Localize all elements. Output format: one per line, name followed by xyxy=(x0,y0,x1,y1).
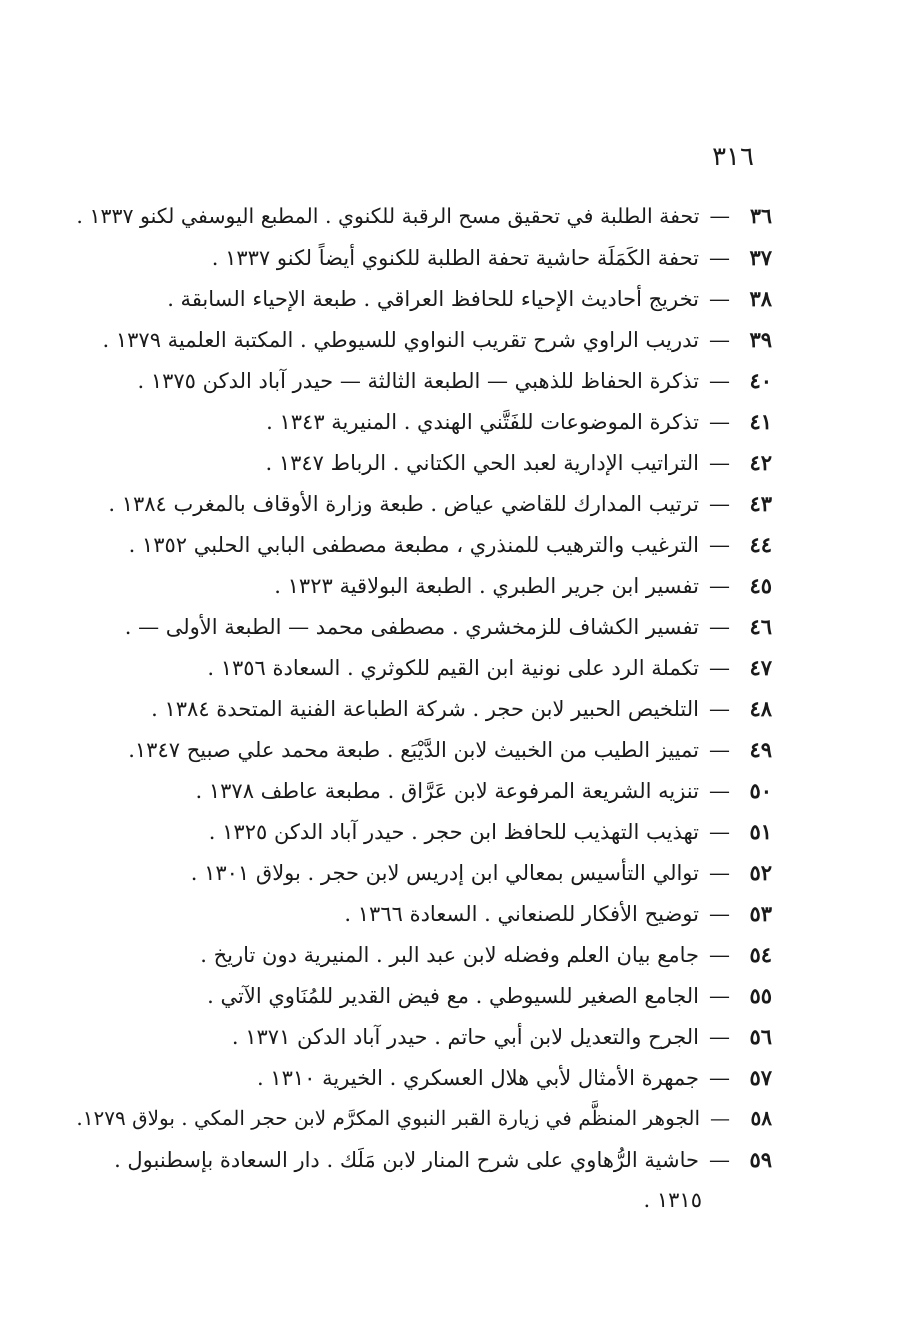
bibliography-entry xyxy=(72,483,772,524)
entry-dash: — xyxy=(709,204,730,228)
bibliography-entry xyxy=(72,1139,772,1180)
entry-number: ٣٩ xyxy=(749,327,772,352)
entry-number: ٤٤ xyxy=(749,532,772,557)
entry-dash: — xyxy=(710,1106,730,1130)
entry-dash: — xyxy=(709,656,730,680)
entry-number: ٥٤ xyxy=(749,942,772,967)
entry-text: الترغيب والترهيب للمنذري ، مطبعة مصطفى البابي الحلبي ١٣٥٢ . xyxy=(128,533,699,557)
entry-number: ٣٨ xyxy=(749,286,772,311)
entry-dash: — xyxy=(709,984,730,1008)
entry-dash: — xyxy=(709,779,730,803)
entry-number: ٤٧ xyxy=(749,655,772,680)
entry-text: تخريج أحاديث الإحياء للحافظ العراقي . طبعة الإحياء السابقة . xyxy=(167,287,699,311)
entry-number: ٣٧ xyxy=(749,245,772,270)
entry-text: جمهرة الأمثال لأبي هلال العسكري . الخيرية ١٣١٠ . xyxy=(256,1066,699,1090)
entry-dash: — xyxy=(709,697,730,721)
entry-number: ٥٨ xyxy=(750,1106,772,1130)
bibliography-entry xyxy=(72,934,772,975)
entry-number: ٥١ xyxy=(749,819,772,844)
entry-text: تذكرة الحفاظ للذهبي — الطبعة الثالثة — حيدر آباد الدكن ١٣٧٥ . xyxy=(137,369,699,393)
entry-number: ٣٦ xyxy=(749,204,772,228)
entry-text: ترتيب المدارك للقاضي عياض . طبعة وزارة الأوقاف بالمغرب ١٣٨٤ . xyxy=(108,492,699,516)
bibliography-entry xyxy=(72,770,772,811)
entry-number: ٤٠ xyxy=(749,368,772,393)
bibliography-entry xyxy=(72,196,772,237)
entry-dash: — xyxy=(709,410,730,434)
entry-text: الجوهر المنظَّم في زيارة القبر النبوي المكرَّم لابن حجر المكي . بولاق ١٢٧٩. xyxy=(76,1106,700,1130)
entry-text: تنزيه الشريعة المرفوعة لابن عَرَّاق . مطبعة عاطف ١٣٧٨ . xyxy=(195,779,699,803)
entry-text: تهذيب التهذيب للحافظ ابن حجر . حيدر آباد الدكن ١٣٢٥ . xyxy=(208,820,699,844)
entry-number: ٤٢ xyxy=(749,450,772,475)
page-number: ٣١٦ xyxy=(712,142,754,172)
entry-number: ٥٢ xyxy=(749,860,772,885)
entry-dash: — xyxy=(709,451,730,475)
entry-dash: — xyxy=(709,328,730,352)
bibliography-entry xyxy=(72,360,772,401)
entry-text: جامع بيان العلم وفضله لابن عبد البر . المنيرية دون تاريخ . xyxy=(200,943,699,967)
entry-dash: — xyxy=(709,943,730,967)
bibliography-entry xyxy=(72,1057,772,1098)
bibliography-entry xyxy=(72,1098,772,1139)
bibliography-entry xyxy=(72,893,772,934)
bibliography-entry xyxy=(72,401,772,442)
bibliography-entry xyxy=(72,647,772,688)
entry-text: التراتيب الإدارية لعبد الحي الكتاني . الرباط ١٣٤٧ . xyxy=(265,451,699,475)
entry-dash: — xyxy=(709,492,730,516)
entry-text: تكملة الرد على نونية ابن القيم للكوثري . السعادة ١٣٥٦ . xyxy=(207,656,699,680)
bibliography-entry xyxy=(72,319,772,360)
bibliography-entry xyxy=(72,606,772,647)
bibliography-entry xyxy=(72,565,772,606)
entry-text: الجامع الصغير للسيوطي . مع فيض القدير للمُنَاوي الآتي . xyxy=(207,984,699,1008)
entry-dash: — xyxy=(709,369,730,393)
entry-text: تدريب الراوي شرح تقريب النواوي للسيوطي . المكتبة العلمية ١٣٧٩ . xyxy=(102,328,699,352)
bibliography-entry xyxy=(72,524,772,565)
entry-number: ٤١ xyxy=(749,409,772,434)
entry-dash: — xyxy=(709,1025,730,1049)
entry-text: الجرح والتعديل لابن أبي حاتم . حيدر آباد الدكن ١٣٧١ . xyxy=(231,1025,699,1049)
entry-dash: — xyxy=(709,246,730,270)
entry-number: ٥٠ xyxy=(749,778,772,803)
bibliography-entry xyxy=(72,237,772,278)
entry-number: ٤٥ xyxy=(749,573,772,598)
entry-dash: — xyxy=(709,861,730,885)
entry-text: توضيح الأفكار للصنعاني . السعادة ١٣٦٦ . xyxy=(344,902,699,926)
entry-continuation: ١٣١٥ . xyxy=(643,1188,702,1212)
entry-text: تمييز الطيب من الخبيث لابن الدَّيْبَع . طبعة محمد علي صبيح ١٣٤٧. xyxy=(128,738,699,762)
entry-text: تحفة الطلبة في تحقيق مسح الرقبة للكنوي . المطبع اليوسفي لكنو ١٣٣٧ . xyxy=(76,204,700,228)
bibliography-list xyxy=(72,196,772,1221)
entry-text: حاشية الرُّهاوي على شرح المنار لابن مَلَك . دار السعادة بإسطنبول . xyxy=(114,1148,699,1172)
entry-dash: — xyxy=(709,738,730,762)
entry-dash: — xyxy=(709,533,730,557)
entry-number: ٥٣ xyxy=(749,901,772,926)
entry-number: ٥٩ xyxy=(749,1147,772,1172)
entry-text: تفسير ابن جرير الطبري . الطبعة البولاقية ١٣٢٣ . xyxy=(274,574,699,598)
entry-dash: — xyxy=(709,615,730,639)
bibliography-entry xyxy=(72,811,772,852)
bibliography-entry xyxy=(72,729,772,770)
bibliography-entry xyxy=(72,442,772,483)
entry-text: التلخيص الحبير لابن حجر . شركة الطباعة الفنية المتحدة ١٣٨٤ . xyxy=(151,697,699,721)
entry-dash: — xyxy=(709,287,730,311)
entry-number: ٤٨ xyxy=(749,696,772,721)
bibliography-entry xyxy=(72,688,772,729)
entry-number: ٤٣ xyxy=(749,491,772,516)
entry-number: ٥٦ xyxy=(749,1024,772,1049)
bibliography-entry xyxy=(72,1016,772,1057)
entry-text: توالي التأسيس بمعالي ابن إدريس لابن حجر . بولاق ١٣٠١ . xyxy=(190,861,699,885)
entry-dash: — xyxy=(709,902,730,926)
bibliography-entry xyxy=(72,278,772,319)
entry-number: ٤٩ xyxy=(749,737,772,762)
entry-text: تذكرة الموضوعات للفَتَّني الهندي . المنيرية ١٣٤٣ . xyxy=(266,410,699,434)
entry-text: تفسير الكشاف للزمخشري . مصطفى محمد — الطبعة الأولى — . xyxy=(124,615,699,639)
entry-dash: — xyxy=(709,1148,730,1172)
entry-dash: — xyxy=(709,1066,730,1090)
entry-text: تحفة الكَمَلَة حاشية تحفة الطلبة للكنوي أيضاً لكنو ١٣٣٧ . xyxy=(211,246,699,270)
bibliography-entry xyxy=(72,852,772,893)
entry-number: ٥٥ xyxy=(749,983,772,1008)
entry-number: ٤٦ xyxy=(749,614,772,639)
entry-dash: — xyxy=(709,820,730,844)
entry-dash: — xyxy=(709,574,730,598)
bibliography-entry xyxy=(72,975,772,1016)
entry-number: ٥٧ xyxy=(749,1065,772,1090)
